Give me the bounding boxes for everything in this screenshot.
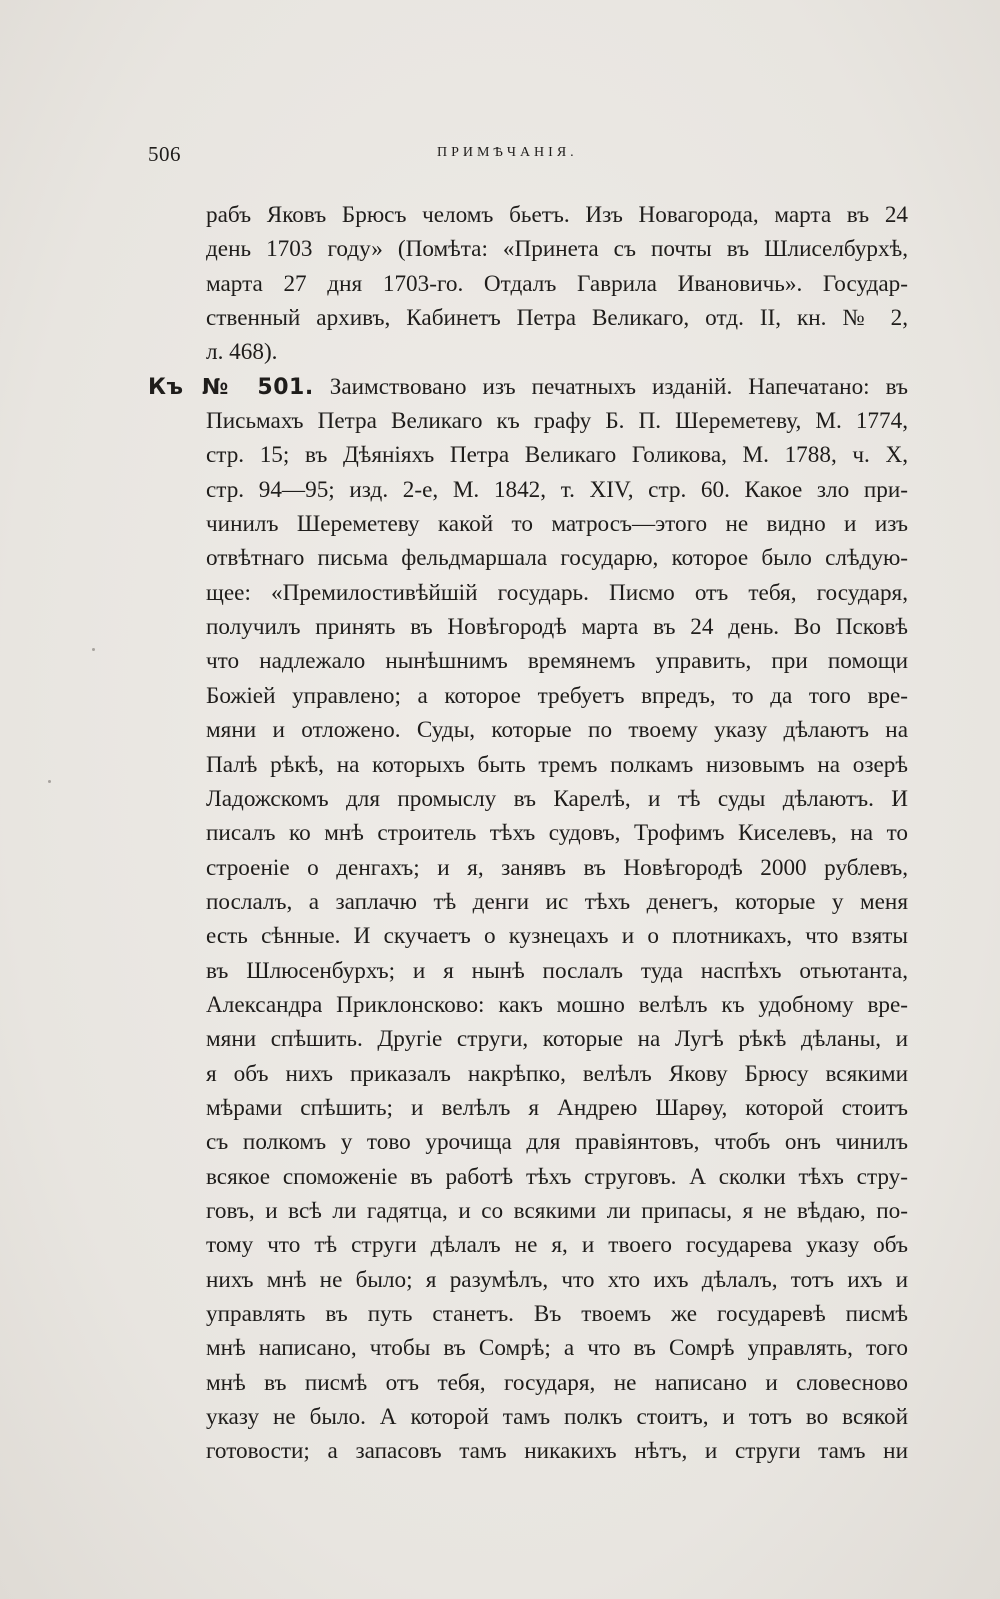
text-line: управлять въ путь станетъ. Въ твоемъ же государевѣ писмѣ: [206, 1301, 908, 1327]
text-line: ственный архивъ, Кабинетъ Петра Великаго, отд. II, кн. № 2,: [206, 305, 908, 332]
text-line: тому что тѣ струги дѣлалъ не я, и твоего государева указу объ: [206, 1232, 908, 1259]
text-line: л. 468).: [206, 339, 278, 366]
text-line: день 1703 году» (Помѣта: «Принета съ почты въ Шлиселбурхѣ,: [206, 236, 908, 263]
running-head: ПРИМѢЧАНІЯ.: [437, 145, 578, 160]
text-line: щее: «Премилостивѣйшій государь. Писмо отъ тебя, государя,: [206, 579, 908, 606]
text-line: рабъ Яковъ Брюсъ челомъ бьетъ. Изъ Новагорода, марта въ 24: [206, 202, 908, 228]
text-line: чинилъ Шереметеву какой то матросъ—этого не видно и изъ: [206, 511, 908, 538]
text-line: стр. 94—95; изд. 2-е, М. 1842, т. XIV, стр. 60. Какое зло при-: [206, 476, 908, 503]
paper-speck: [92, 648, 95, 651]
page-number: 506: [148, 142, 181, 166]
entry-first-line: [148, 370, 908, 404]
text-line: отвѣтнаго письма фельдмаршала государю, которое было слѣдую-: [206, 545, 908, 572]
text-line: писалъ ко мнѣ строитель тѣхъ судовъ, Трофимъ Киселевъ, на то: [206, 820, 908, 847]
text-line: получилъ принять въ Новѣгородѣ марта въ 24 день. Во Псковѣ: [206, 614, 908, 641]
text-line: Заимствовано изъ печатныхъ изданій. Напечатано: въ: [329, 373, 908, 400]
text-line: Божіей управлено; а которое требуетъ впредъ, то да того вре-: [206, 682, 908, 709]
text-line: Александра Приклонсково: какъ мошно велѣлъ къ удобному вре-: [206, 991, 908, 1018]
paper-speck: [48, 780, 51, 783]
text-line: мяни и отложено. Суды, которые по твоему указу дѣлаютъ на: [206, 717, 908, 744]
text-line: что надлежало нынѣшнимъ времянемъ управить, при помощи: [206, 648, 908, 675]
text-line: Письмахъ Петра Великаго къ графу Б. П. Шереметеву, М. 1774,: [206, 408, 908, 435]
page-header: [148, 142, 908, 172]
entry-heading: Къ № 501.: [148, 374, 314, 400]
text-line: Ладожскомъ для промыслу въ Карелѣ, и тѣ суды дѣлаютъ. И: [206, 785, 908, 812]
text-line: съ полкомъ у тово урочища для правіянтовъ, чтобъ онъ чинилъ: [206, 1129, 908, 1156]
text-line: мнѣ написано, чтобы въ Сомрѣ; а что въ Сомрѣ управлять, того: [206, 1335, 908, 1362]
text-line: готовости; а запасовъ тамъ никакихъ нѣтъ, и струги тамъ ни: [206, 1438, 908, 1465]
text-line: есть сѣнные. И скучаетъ о кузнецахъ и о плотникахъ, что взяты: [206, 923, 908, 950]
text-line: мнѣ въ писмѣ отъ тебя, государя, не написано и словесново: [206, 1369, 908, 1396]
text-line: нихъ мнѣ не было; я разумѣлъ, что хто ихъ дѣлалъ, тотъ ихъ и: [206, 1266, 908, 1293]
text-line: стр. 15; въ Дѣяніяхъ Петра Великаго Голикова, М. 1788, ч. X,: [206, 442, 908, 469]
text-line: говъ, и всѣ ли гадятца, и со всякими ли припасы, я не вѣдаю, по-: [206, 1197, 908, 1224]
text-line: указу не было. А которой тамъ полкъ стоитъ, и тотъ во всякой: [206, 1404, 908, 1431]
text-line: Палѣ рѣкѣ, на которыхъ быть тремъ полкамъ низовымъ на озерѣ: [206, 751, 908, 778]
text-line: я объ нихъ приказалъ накрѣпко, велѣлъ Якову Брюсу всякими: [206, 1060, 908, 1087]
text-line: въ Шлюсенбурхъ; и я нынѣ послалъ туда наспѣхъ отьютанта,: [206, 957, 908, 984]
text-line: мѣрами спѣшить; и велѣлъ я Андрею Шарѳу, которой стоитъ: [206, 1094, 908, 1121]
text-line: марта 27 дня 1703-го. Отдалъ Гаврила Ивановичь». Государ-: [206, 270, 908, 297]
text-line: мяни спѣшить. Другіе струги, которые на Лугѣ рѣкѣ дѣланы, и: [206, 1026, 908, 1053]
body-text: [148, 198, 908, 1469]
text-line: всякое споможеніе въ работѣ тѣхъ струговъ. А сколки тѣхъ стру-: [206, 1163, 908, 1190]
text-line: послалъ, а заплачю тѣ денги ис тѣхъ денегъ, которые у меня: [206, 888, 908, 915]
text-line: строеніе о денгахъ; и я, занявъ въ Новѣгородѣ 2000 рублевъ,: [206, 854, 908, 881]
